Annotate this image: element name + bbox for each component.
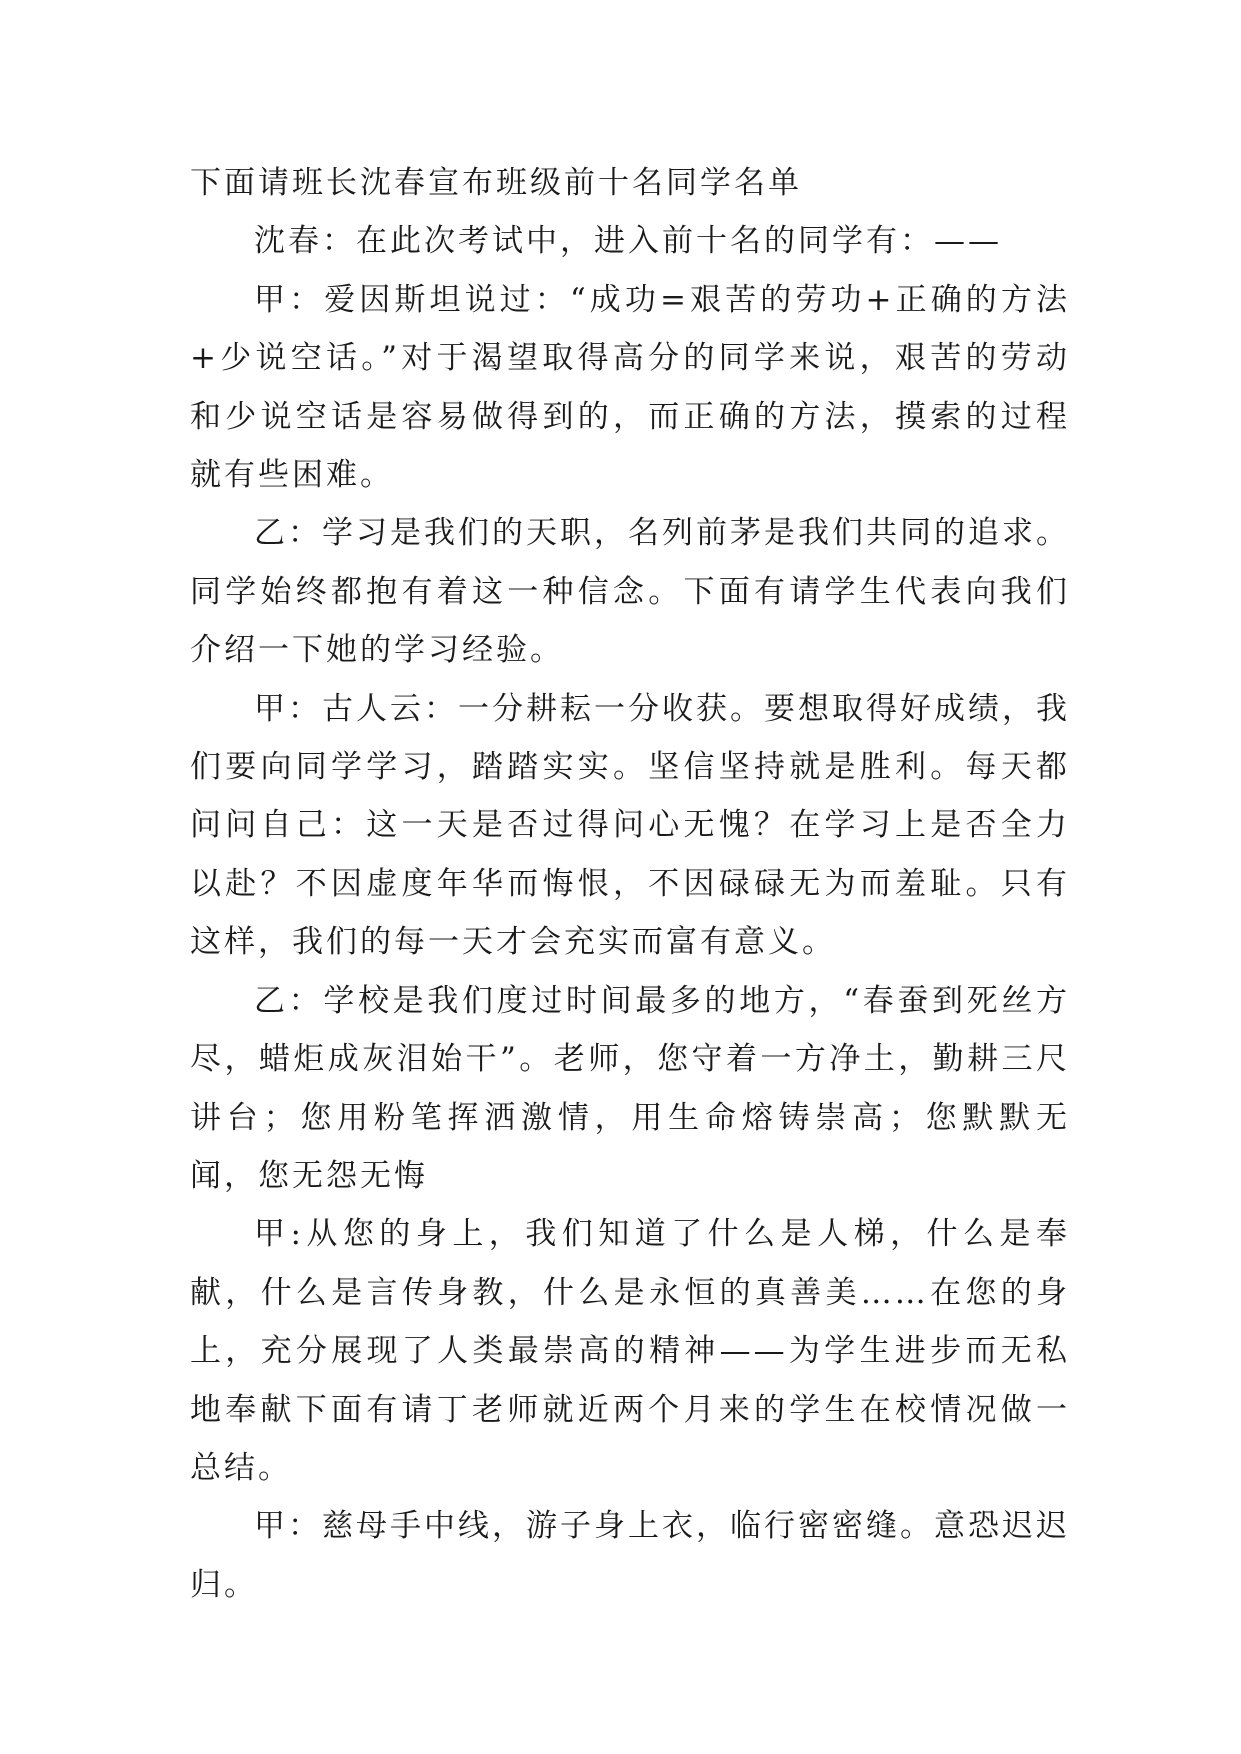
- paragraph-jia-einstein: 甲：爱因斯坦说过：“成功=艰苦的劳功+正确的方法+少说空话。”对于渴望取得高分的同学来说，艰苦的劳动和少说空话是容易做得到的，而正确的方法，摸索的过程就有些困难。: [190, 281, 1070, 494]
- paragraph-announcement: 下面请班长沈春宣布班级前十名同学名单: [190, 165, 802, 201]
- paragraph-yi-school: 乙：学校是我们度过时间最多的地方，“春蚕到死丝方尽，蜡炬成灰泪始干”。老师，您守着一方净土，勤耕三尺讲台；您用粉笔挥洒激情，用生命熔铸崇高；您默默无闻，您无怨无悔: [190, 982, 1070, 1194]
- document-body: [190, 154, 1070, 1614]
- paragraph-yi-study: 乙：学习是我们的天职，名列前茅是我们共同的追求。同学始终都抱有着这一种信念。下面有请学生代表向我们介绍一下她的学习经验。: [190, 515, 1070, 669]
- paragraph-jia-poem: 甲：慈母手中线，游子身上衣，临行密密缝。意恐迟迟归。: [190, 1508, 1070, 1603]
- paragraph-shenchun: 沈春：在此次考试中，进入前十名的同学有：——: [254, 223, 1002, 260]
- paragraph-jia-teacher: 甲:从您的身上，我们知道了什么是人梯，什么是奉献，什么是言传身教，什么是永恒的真善美……在您的身上，充分展现了人类最崇高的精神——为学生进步而无私地奉献下面有请丁老师就近两个月来的学生在校情况做一总结。: [190, 1216, 1070, 1486]
- paragraph-jia-ancients: 甲：古人云：一分耕耘一分收获。要想取得好成绩，我们要向同学学习，踏踏实实。坚信坚持就是胜利。每天都问问自己：这一天是否过得问心无愧？在学习上是否全力以赴？不因虚度年华而悔恨，不因碌碌无为而羞耻。只有这样，我们的每一天才会充实而富有意义。: [190, 690, 1070, 961]
